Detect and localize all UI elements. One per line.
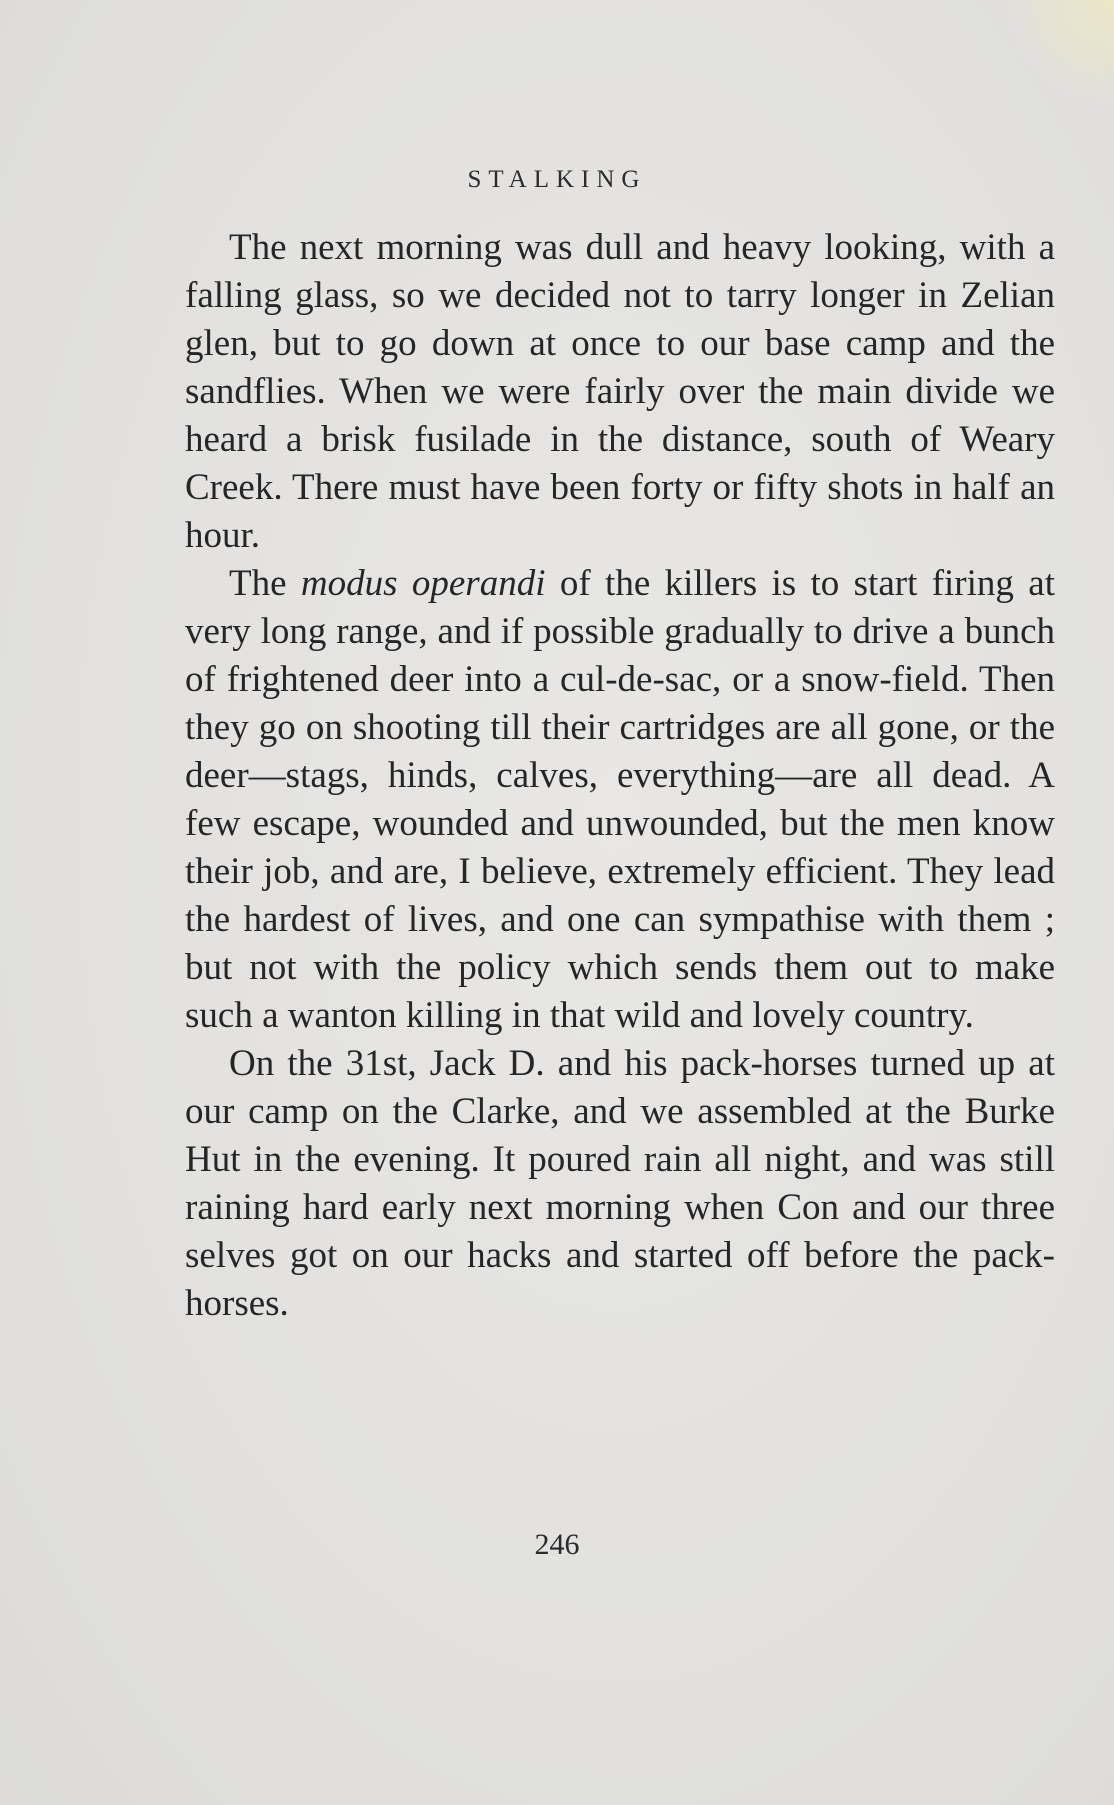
- body-text: [185, 224, 1055, 1328]
- paragraph-2: [185, 560, 1055, 1040]
- page-number: 246: [534, 1528, 580, 1561]
- paragraph-3: On the 31st, Jack D. and his pack-horses turned up at our camp on the Clarke, and we assembled at the Burke Hut in the evening. It poured rain all night, and was still raining hard early next morning when Con and our three selves got on our hacks and started off before the pack-horses.: [185, 1043, 1055, 1324]
- paragraph-2-lead: The: [229, 563, 301, 604]
- paragraph-2-italic-phrase: modus operandi: [300, 563, 546, 604]
- page-stain: [1004, 0, 1114, 110]
- running-head: STALKING: [467, 166, 647, 193]
- paragraph-1: The next morning was dull and heavy looking, with a falling glass, so we decided not to tarry longer in Zelian glen, but to go down at once to our base camp and the sandflies. When we were fairly over the main divide we heard a brisk fusilade in the distance, south of Weary Creek. There must have been forty or fifty shots in half an hour.: [185, 227, 1055, 556]
- paragraph-2-rest: of the killers is to start firing at very long range, and if possible gradually to drive a bunch of frightened deer into a cul-de-sac, or a snow-field. Then they go on shooting till their cartridges are all gone, or the deer—stags, hinds, calves, everything—are all dead. A few escape, wounded and unwounded, but the men know their job, and are, I believe, extremely efficient. They lead the hardest of lives, and one can sympathise with them ; but not with the policy which sends them out to make such a wanton killing in that wild and lovely country.: [185, 563, 1055, 1036]
